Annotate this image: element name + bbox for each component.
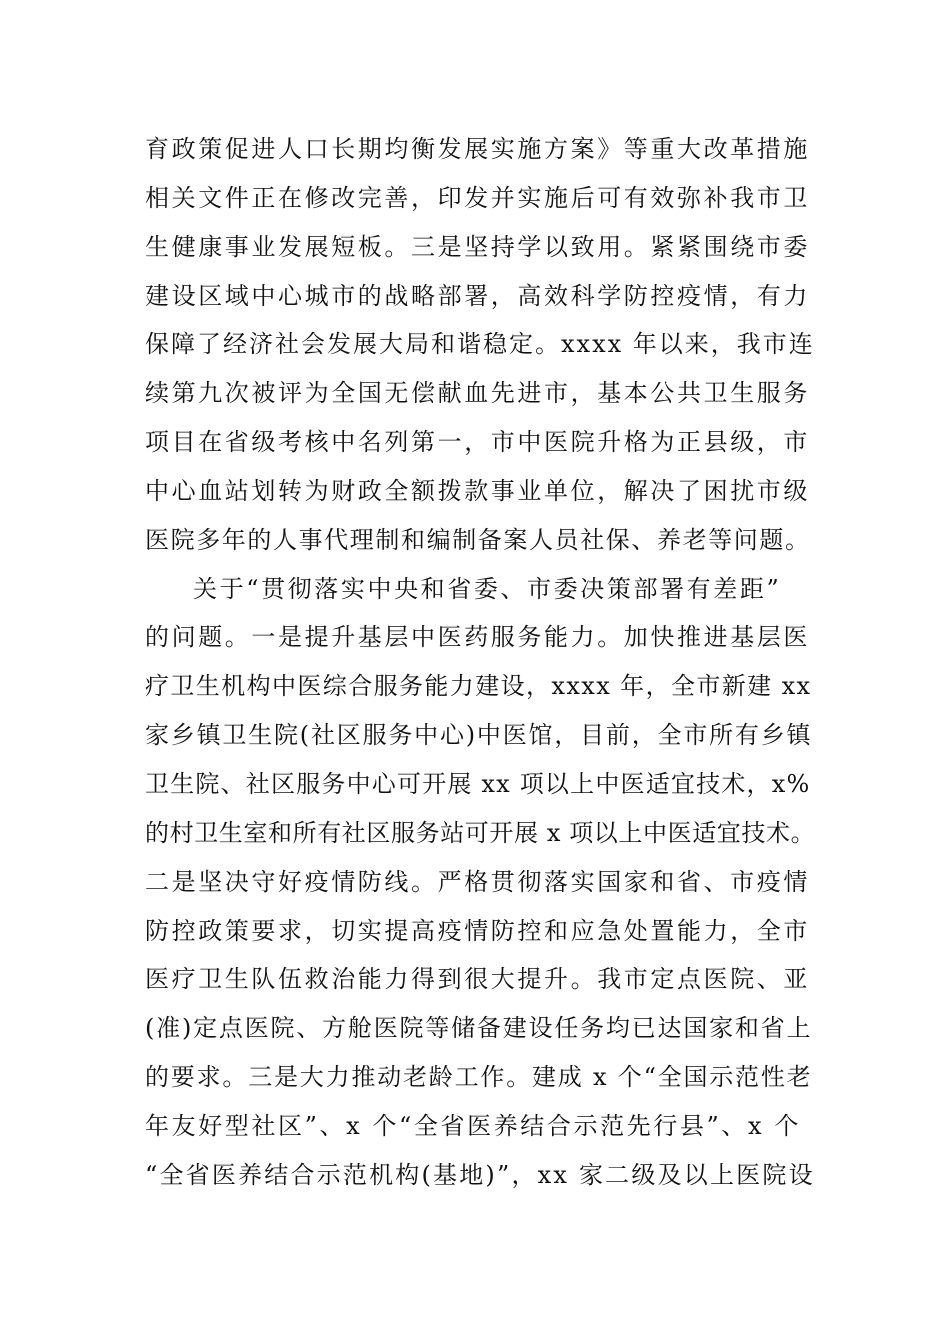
- text-line: 中心血站划转为财政全额拨款事业单位，解决了困扰市级: [145, 476, 810, 505]
- text-line: 项目在省级考核中名列第一，市中医院升格为正县级，市: [145, 428, 810, 457]
- text-line: 育政策促进人口长期均衡发展实施方案》等重大改革措施: [145, 135, 810, 163]
- text-line: 疗卫生机构中医综合服务能力建设，xxxx 年，全市新建 xx: [145, 672, 812, 701]
- text-line: 的村卫生室和所有社区服务站可开展 x 项以上中医适宜技术。: [145, 818, 816, 847]
- text-line: 建设区域中心城市的战略部署，高效科学防控疫情，有力: [145, 281, 810, 310]
- text-line: 防控政策要求，切实提高疫情防控和应急处置能力，全市: [145, 916, 810, 945]
- text-line: 续第九次被评为全国无偿献血先进市，基本公共卫生服务: [145, 379, 810, 408]
- text-line: 的问题。一是提升基层中医药服务能力。加快推进基层医: [145, 623, 810, 652]
- text-line: 卫生院、社区服务中心可开展 xx 项以上中医适宜技术，x%: [145, 769, 811, 798]
- text-line: 医疗卫生队伍救治能力得到很大提升。我市定点医院、亚: [145, 965, 810, 994]
- text-line: 的要求。三是大力推动老龄工作。建成 x 个“全国示范性老: [145, 1063, 813, 1092]
- text-line: (准)定点医院、方舱医院等储备建设任务均已达国家和省上: [145, 1014, 813, 1043]
- body-text: [145, 125, 815, 1200]
- text-line: 年友好型社区”、x 个“全省医养结合示范先行县”、x 个: [145, 1111, 801, 1140]
- text-line: 相关文件正在修改完善，印发并实施后可有效弥补我市卫: [145, 183, 810, 212]
- text-line: 医院多年的人事代理制和编制备案人员社保、养老等问题。: [145, 525, 811, 554]
- paragraph-first-line: 关于“贯彻落实中央和省委、市委决策部署有差距”: [193, 574, 782, 603]
- text-line: 保障了经济社会发展大局和谐稳定。xxxx 年以来，我市连: [145, 330, 815, 359]
- text-line: “全省医养结合示范机构(基地)”，xx 家二级及以上医院设: [145, 1160, 815, 1189]
- text-line: 家乡镇卫生院(社区服务中心)中医馆，目前，全市所有乡镇: [145, 721, 813, 750]
- text-line: 生健康事业发展短板。三是坚持学以致用。紧紧围绕市委: [145, 232, 810, 261]
- text-line: 二是坚决守好疫情防线。严格贯彻落实国家和省、市疫情: [145, 867, 810, 896]
